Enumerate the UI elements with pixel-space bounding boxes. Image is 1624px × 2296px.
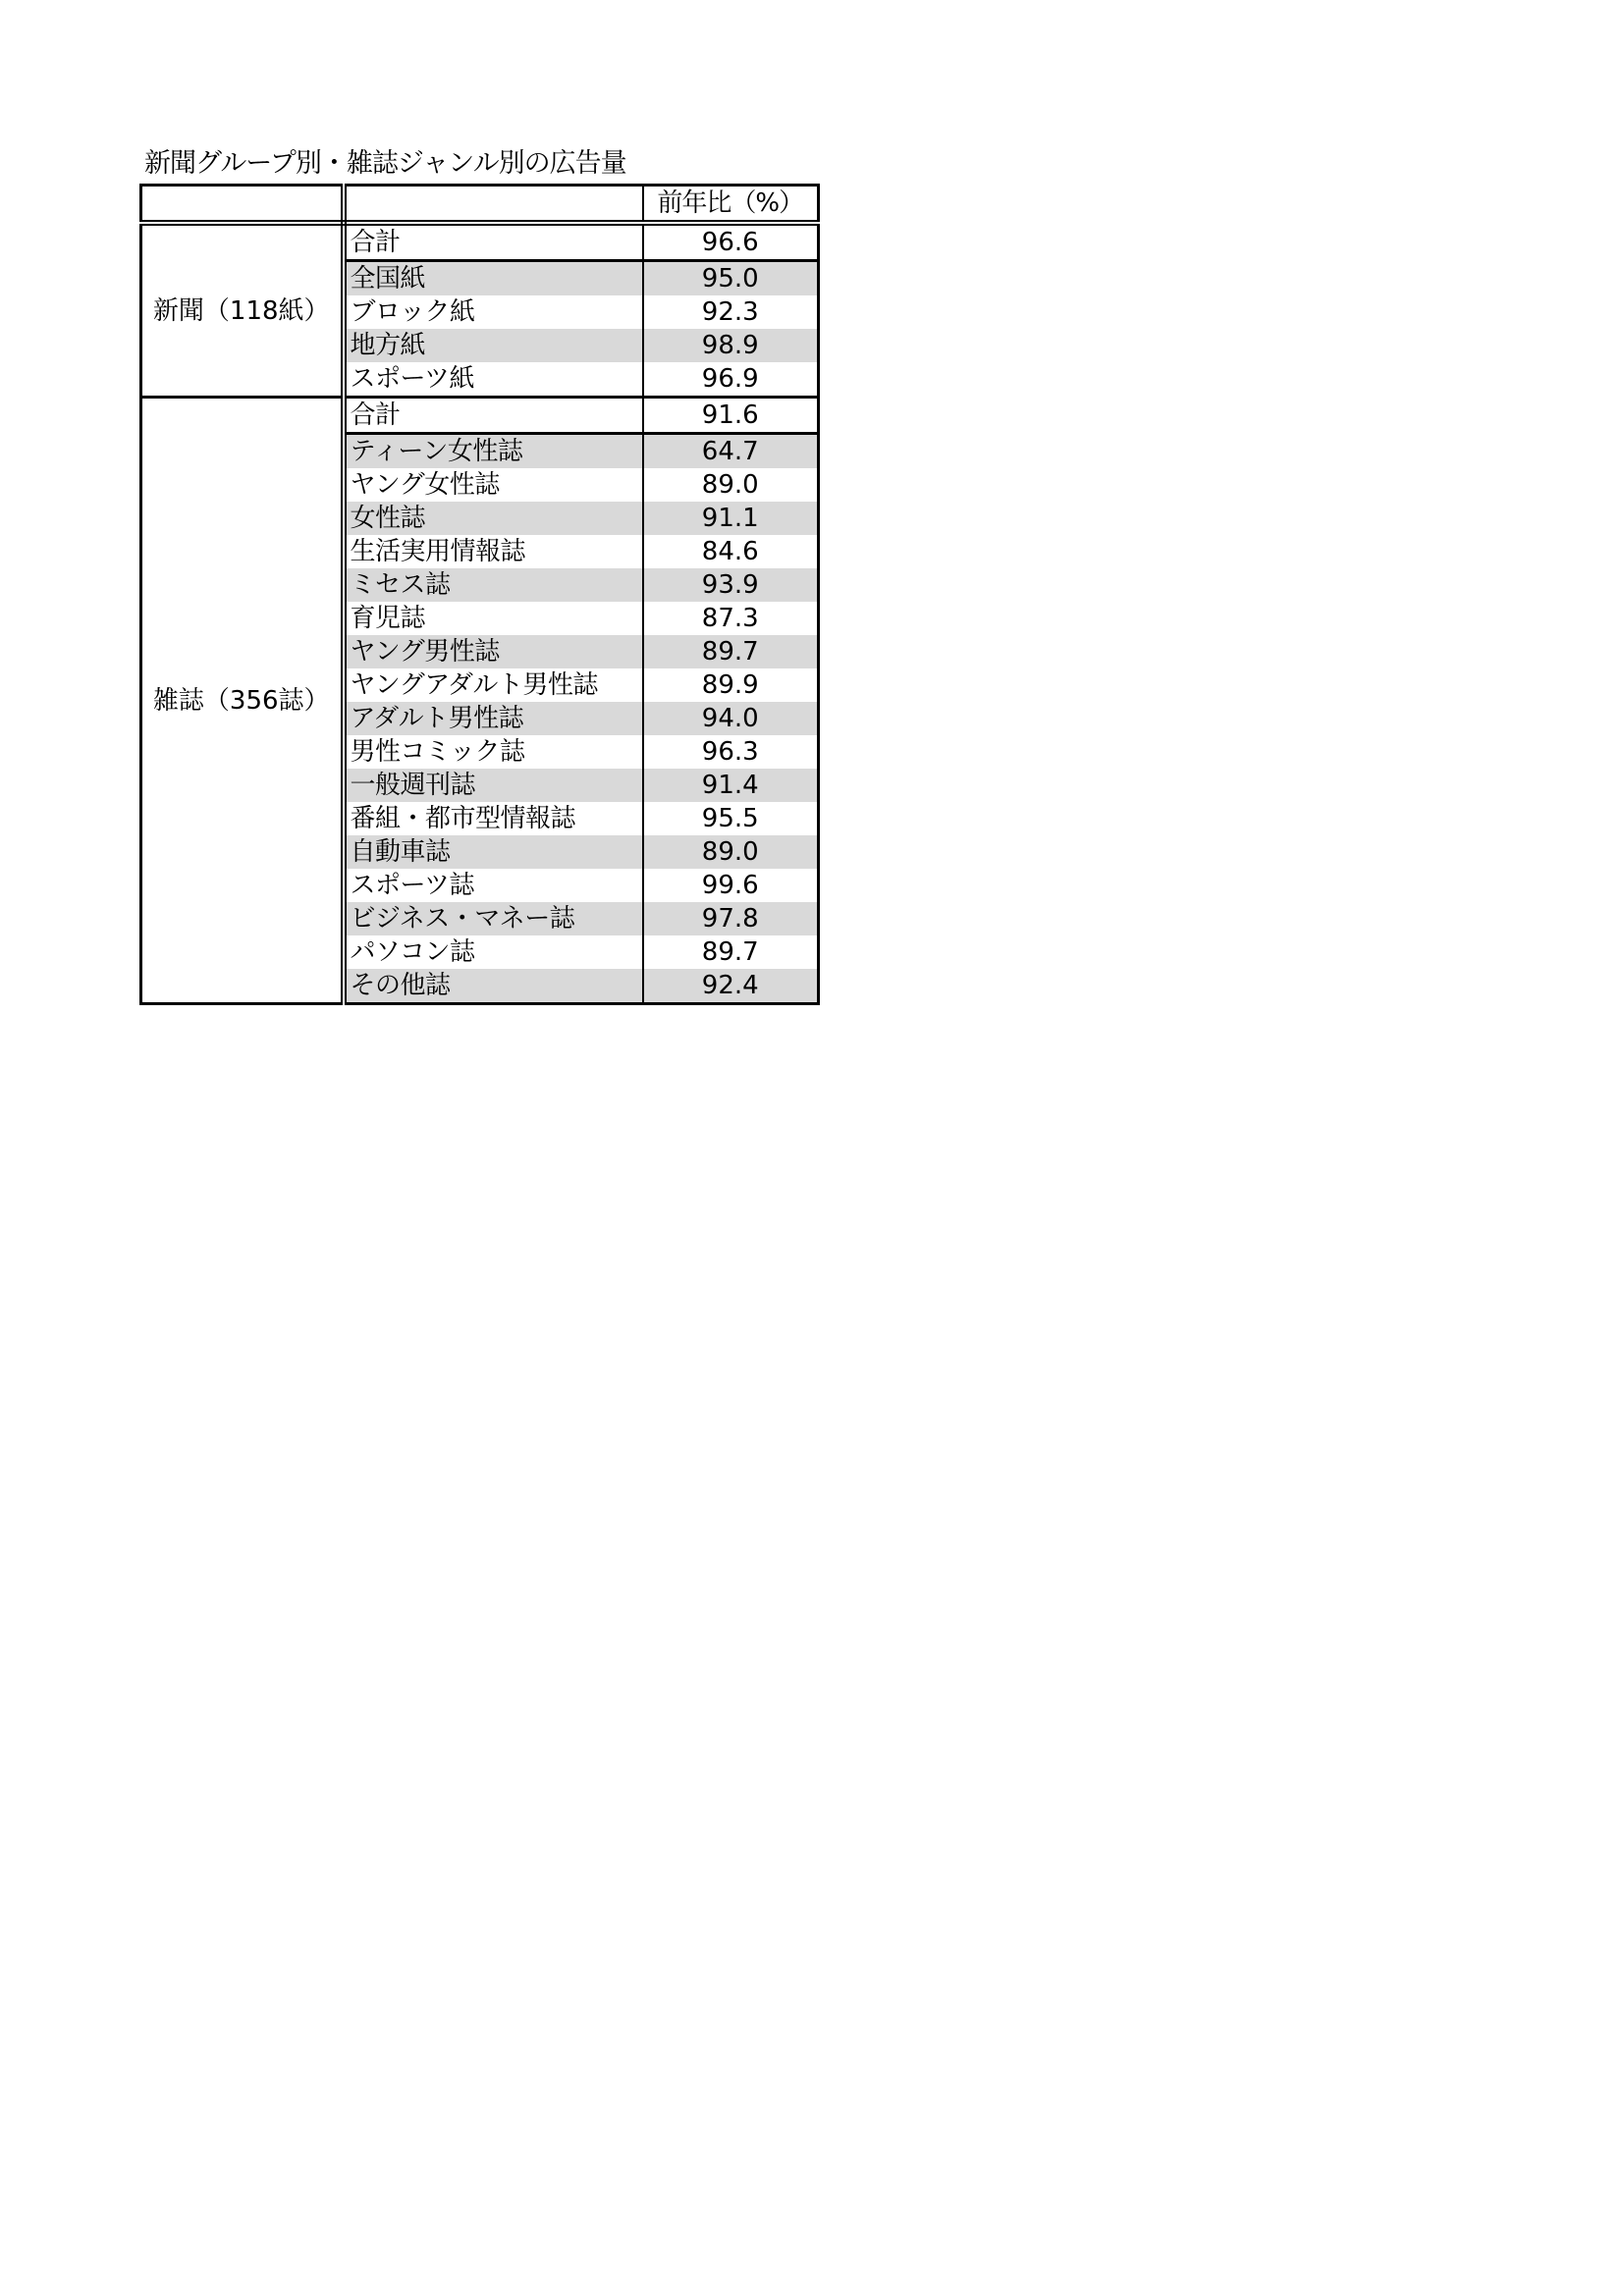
page-title: 新聞グループ別・雑誌ジャンル別の広告量 <box>144 148 626 179</box>
row-value: 91.4 <box>643 769 819 802</box>
row-value: 94.0 <box>643 702 819 735</box>
row-name: ティーン女性誌 <box>344 434 643 469</box>
row-value: 95.5 <box>643 802 819 835</box>
total-row <box>141 398 819 434</box>
row-value: 92.4 <box>643 969 819 1004</box>
row-name: 男性コミック誌 <box>344 735 643 769</box>
row-name: ビジネス・マネー誌 <box>344 902 643 935</box>
row-name: ヤングアダルト男性誌 <box>344 668 643 702</box>
row-value: 87.3 <box>643 602 819 635</box>
row-name: 生活実用情報誌 <box>344 535 643 568</box>
row-value: 89.0 <box>643 468 819 502</box>
row-name: 番組・都市型情報誌 <box>344 802 643 835</box>
row-value: 95.0 <box>643 261 819 296</box>
header-value-label: 前年比（%） <box>643 186 819 224</box>
row-name: 自動車誌 <box>344 835 643 869</box>
section-label: 雑誌（356誌） <box>141 398 344 1004</box>
header-blank-group-cell <box>141 186 344 224</box>
row-value: 97.8 <box>643 902 819 935</box>
row-name: スポーツ紙 <box>344 362 643 398</box>
row-value: 89.0 <box>643 835 819 869</box>
row-name: その他誌 <box>344 969 643 1004</box>
row-value: 96.9 <box>643 362 819 398</box>
row-name: 育児誌 <box>344 602 643 635</box>
row-value: 64.7 <box>643 434 819 469</box>
row-value: 89.7 <box>643 635 819 668</box>
row-name: 一般週刊誌 <box>344 769 643 802</box>
row-name: スポーツ誌 <box>344 869 643 902</box>
row-value: 96.3 <box>643 735 819 769</box>
row-value: 96.6 <box>643 223 819 261</box>
total-row <box>141 223 819 261</box>
header-blank-name-cell <box>344 186 643 224</box>
row-name: 全国紙 <box>344 261 643 296</box>
row-name: ブロック紙 <box>344 295 643 329</box>
row-value: 98.9 <box>643 329 819 362</box>
row-value: 89.9 <box>643 668 819 702</box>
row-name: ミセス誌 <box>344 568 643 602</box>
row-name: 合計 <box>344 398 643 434</box>
row-value: 89.7 <box>643 935 819 969</box>
row-name: 地方紙 <box>344 329 643 362</box>
row-name: アダルト男性誌 <box>344 702 643 735</box>
row-value: 92.3 <box>643 295 819 329</box>
row-value: 91.1 <box>643 502 819 535</box>
row-value: 84.6 <box>643 535 819 568</box>
row-name: ヤング男性誌 <box>344 635 643 668</box>
row-value: 91.6 <box>643 398 819 434</box>
header-row <box>141 186 819 224</box>
row-name: パソコン誌 <box>344 935 643 969</box>
row-name: 合計 <box>344 223 643 261</box>
ad-volume-table <box>139 184 820 1005</box>
row-name: ヤング女性誌 <box>344 468 643 502</box>
row-value: 93.9 <box>643 568 819 602</box>
table-body <box>141 186 819 1004</box>
row-value: 99.6 <box>643 869 819 902</box>
row-name: 女性誌 <box>344 502 643 535</box>
section-label: 新聞（118紙） <box>141 223 344 398</box>
